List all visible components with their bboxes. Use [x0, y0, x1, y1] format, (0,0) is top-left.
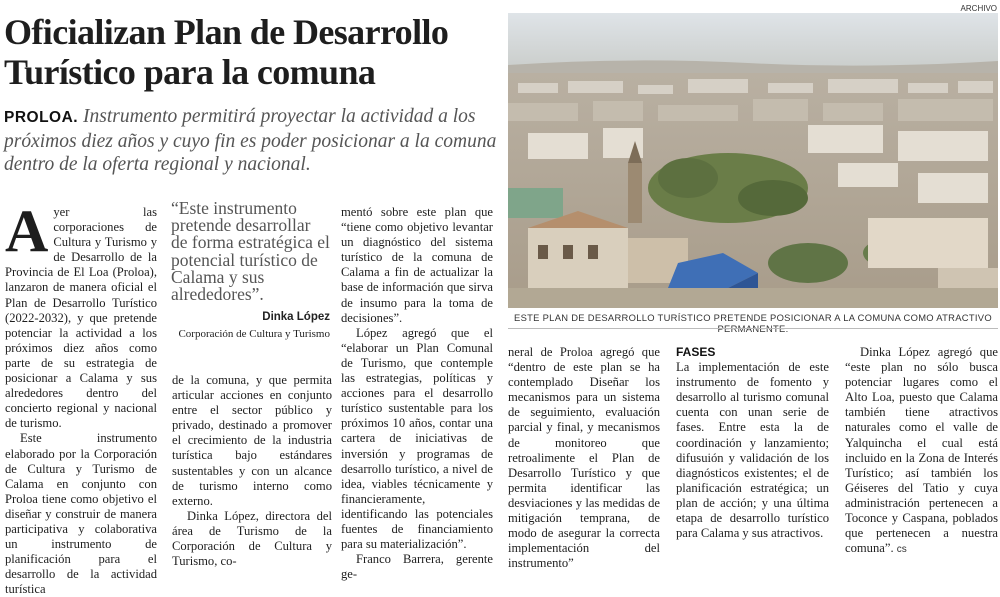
article-paragraph: Este instrumento elaborado por la Corporación de Cultura y Turismo de Calama en conjunto con Proloa tiene como objetivo el diseñar y construir de manera participativa y colaborativa un instrumento de planificación para el desarrollo de la actividad turística: [5, 431, 157, 597]
photo-caption: ESTE PLAN DE DESARROLLO TURÍSTICO PRETENDE POSICIONAR A LA COMUNA COMO ATRACTIVO: [514, 312, 992, 323]
pull-quote: “Este instrumento pretende desarrollar de forma estratégica el potencial turístico de Calama y sus alrededores”.: [171, 198, 330, 305]
article-column-2: [172, 373, 332, 569]
city-aerial-illustration: [508, 13, 998, 308]
headline: Oficializan Plan de Desarrollo Turístico para la comuna: [4, 12, 449, 92]
article-column-6: [845, 345, 998, 557]
article-paragraph: Dinka López, directora del área de Turismo de la Corporación de Cultura y Turismo, co-: [172, 508, 332, 569]
lead-paragraph: [4, 105, 500, 177]
caption-divider: [508, 328, 998, 329]
city-aerial-photo: [508, 13, 998, 308]
article-paragraph: neral de Proloa agregó que “dentro de este plan se ha contemplado Diseñar los mecanismos para un sistema de seguimiento, evaluación parcial y final, y mecanismos de monitoreo que retroalimente el Plan de Desarrollo Turístico y que permita identificar las desviaciones y las medidas de mitigación temprana, de modo de asegurar la correcta implementación del instrumento”: [508, 345, 660, 571]
article-paragraph: López agregó que el “elaborar un Plan Comunal de Turismo, que contemple las estrategias, políticas y acciones para el desarrollo turístico sustentable para los próximos 10 años, contar una cartera de iniciativas de inversión y programas de desarrollo turístico, a nivel de idea, viables técnicamente y financieramente, identificando las potenciales fuentes de financiamiento para su materialización”.: [341, 325, 493, 552]
article-paragraph: La implementación de este instrumento de fomento y desarrollo al turismo comunal cuenta con unan serie de fases. Entre esta la de coordinación y lanzamiento; difusuión y validación de los diagnósticos existentes; el de planificación estratégica; un plan de acción; y una última etapa de desarrollo turístico para Calama y sus atractivos.: [676, 360, 829, 541]
photo-credit: ARCHIVO: [960, 4, 997, 13]
article-column-3: [341, 205, 493, 582]
author-end-mark: cs: [896, 544, 907, 556]
article-paragraph: Ayer las corporaciones de Cultura y Turismo y de Desarrollo de la Provincia de El Loa (Proloa), lanzaron de manera oficial el Plan de Desarrollo Turístico (2022-2032), y que pretende potenciar la actividad a los próximos diez años como parte de su estrategia de posicionar a Calama y sus alrededores dentro del concierto regional y nacional de turismo.: [5, 198, 157, 431]
article-column-5: [676, 345, 829, 541]
lead-text: Instrumento permitirá proyectar la actividad a los próximos diez años y cuyo fin es poder posicionar a la comuna dentro de la oferta regional y nacional.: [4, 106, 497, 175]
pull-quote-name: Dinka López: [262, 311, 330, 323]
article-paragraph: Dinka López agregó que “este plan no sólo busca potenciar lugares como el Alto Loa, puesto que Calama también tiene atractivos naturales como el valle de Yalquincha el cual está incluido en la Zona de Interés Turístico; así también los Géiseres del Tatio y cuya administración pertenecen a Toconce y Caspana, poblados que pertenecen a nuestra comuna”. cs: [845, 345, 998, 556]
article-column-4: [508, 345, 660, 571]
article-paragraph: Franco Barrera, gerente ge-: [341, 552, 493, 582]
pull-quote-role: Corporación de Cultura y Turismo: [178, 328, 330, 340]
lead-location: PROLOA.: [4, 109, 79, 126]
article-column-1: [5, 198, 157, 597]
section-subhead: FASES: [676, 345, 716, 359]
article-paragraph: mentó sobre este plan que “tiene como objetivo levantar un diagnóstico del sistema turístico de la comuna de Calama a fin de actualizar la base de información que sirva de insumo para la toma de decisiones”.: [341, 205, 493, 325]
article-paragraph: de la comuna, y que permita articular acciones en conjunto entre el sector público y privado, destinado a promover el crecimiento de la industria turística bajo estándares sustentables y con un alcance de turismo interno como externo.: [172, 373, 332, 508]
drop-cap: A: [5, 198, 49, 264]
